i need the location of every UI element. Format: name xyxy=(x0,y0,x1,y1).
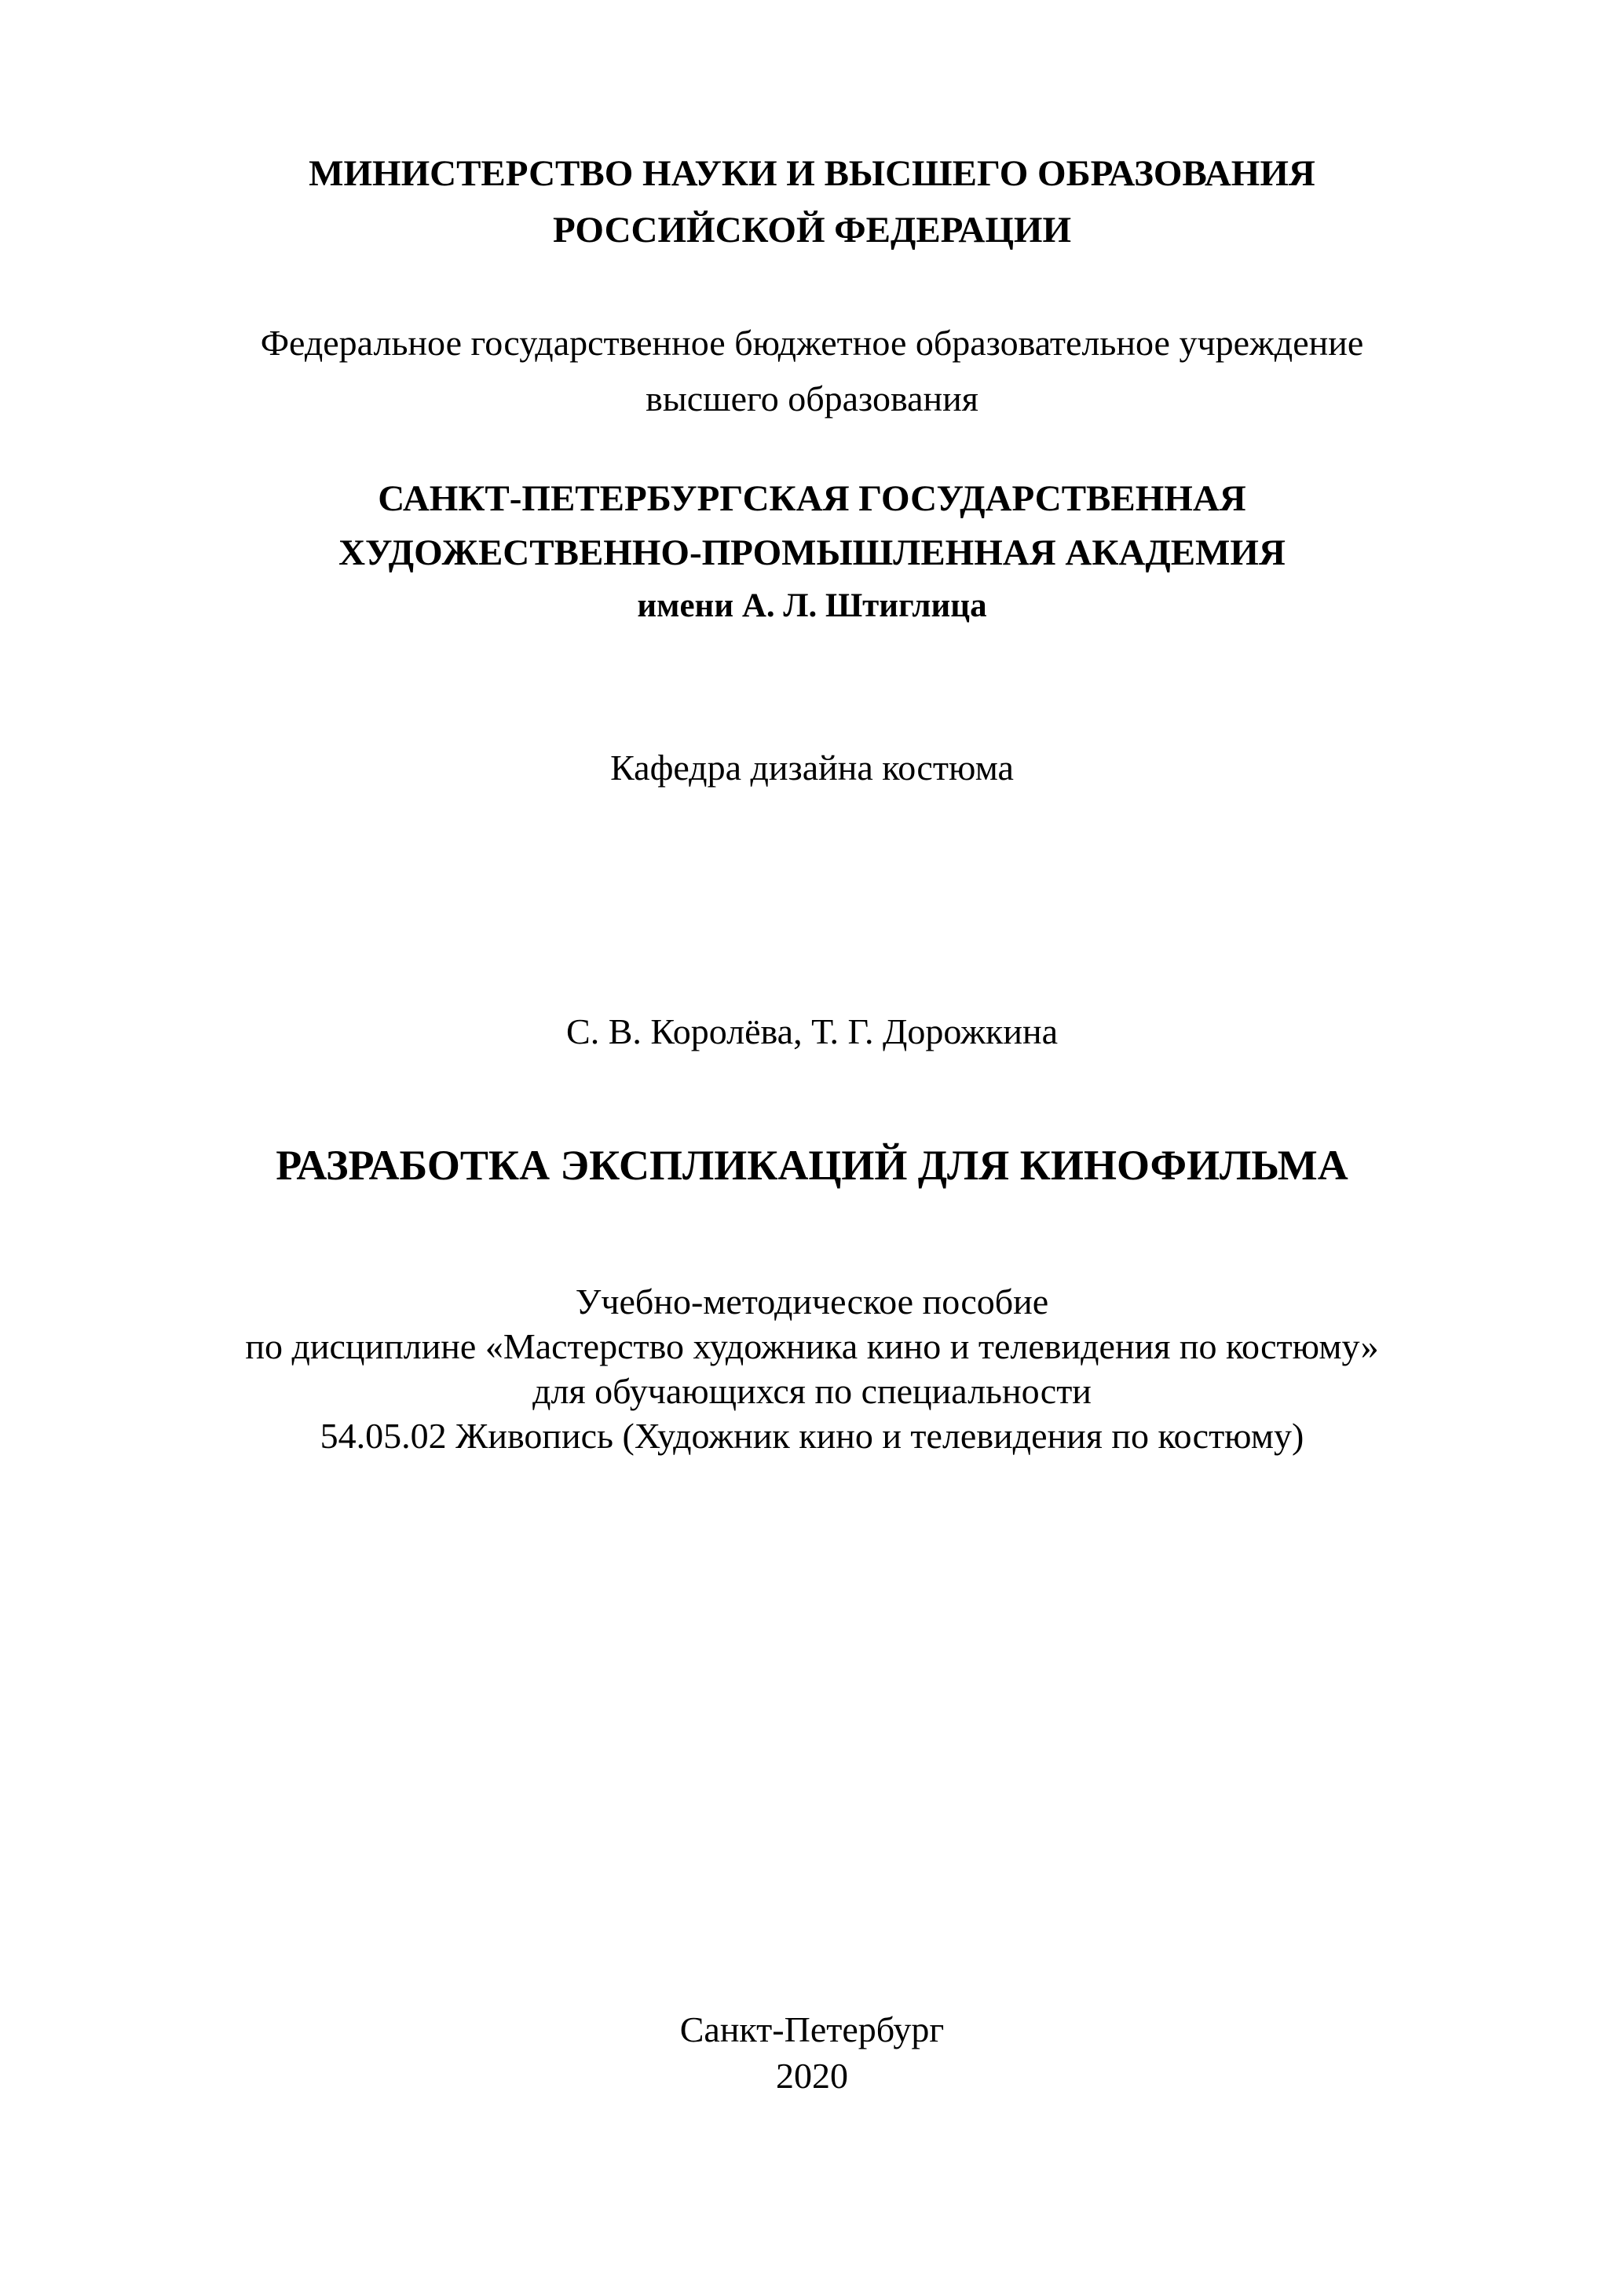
academy-name-line-2: ХУДОЖЕСТВЕННО-ПРОМЫШЛЕННАЯ АКАДЕМИЯ xyxy=(338,532,1286,573)
institution-type-line-2: высшего образования xyxy=(646,378,978,419)
publication-year: 2020 xyxy=(776,2056,848,2096)
description-line-1: Учебно-методическое пособие xyxy=(575,1281,1049,1322)
ministry-line-1: МИНИСТЕРСТВО НАУКИ И ВЫСШЕГО ОБРАЗОВАНИЯ xyxy=(309,153,1315,194)
ministry-line-2: РОССИЙСКОЙ ФЕДЕРАЦИИ xyxy=(553,210,1071,250)
academy-name-line-1: САНКТ-ПЕТЕРБУРГСКАЯ ГОСУДАРСТВЕННАЯ xyxy=(378,478,1246,519)
publication-city: Санкт-Петербург xyxy=(679,2009,945,2049)
institution-type-line-1: Федеральное государственное бюджетное образовательное учреждение xyxy=(260,323,1364,363)
department-name: Кафедра дизайна костюма xyxy=(610,748,1014,788)
description-line-4: 54.05.02 Живопись (Художник кино и телевидения по костюму) xyxy=(320,1416,1304,1456)
document-title: РАЗРАБОТКА ЭКСПЛИКАЦИЙ ДЛЯ КИНОФИЛЬМА xyxy=(276,1142,1348,1189)
academy-named-after: имени А. Л. Штиглица xyxy=(637,587,987,624)
authors: С. В. Королёва, Т. Г. Дорожкина xyxy=(566,1011,1058,1051)
description-line-2: по дисциплине «Мастерство художника кино и телевидения по костюму» xyxy=(245,1326,1379,1366)
description-line-3: для обучающихся по специальности xyxy=(532,1371,1092,1411)
